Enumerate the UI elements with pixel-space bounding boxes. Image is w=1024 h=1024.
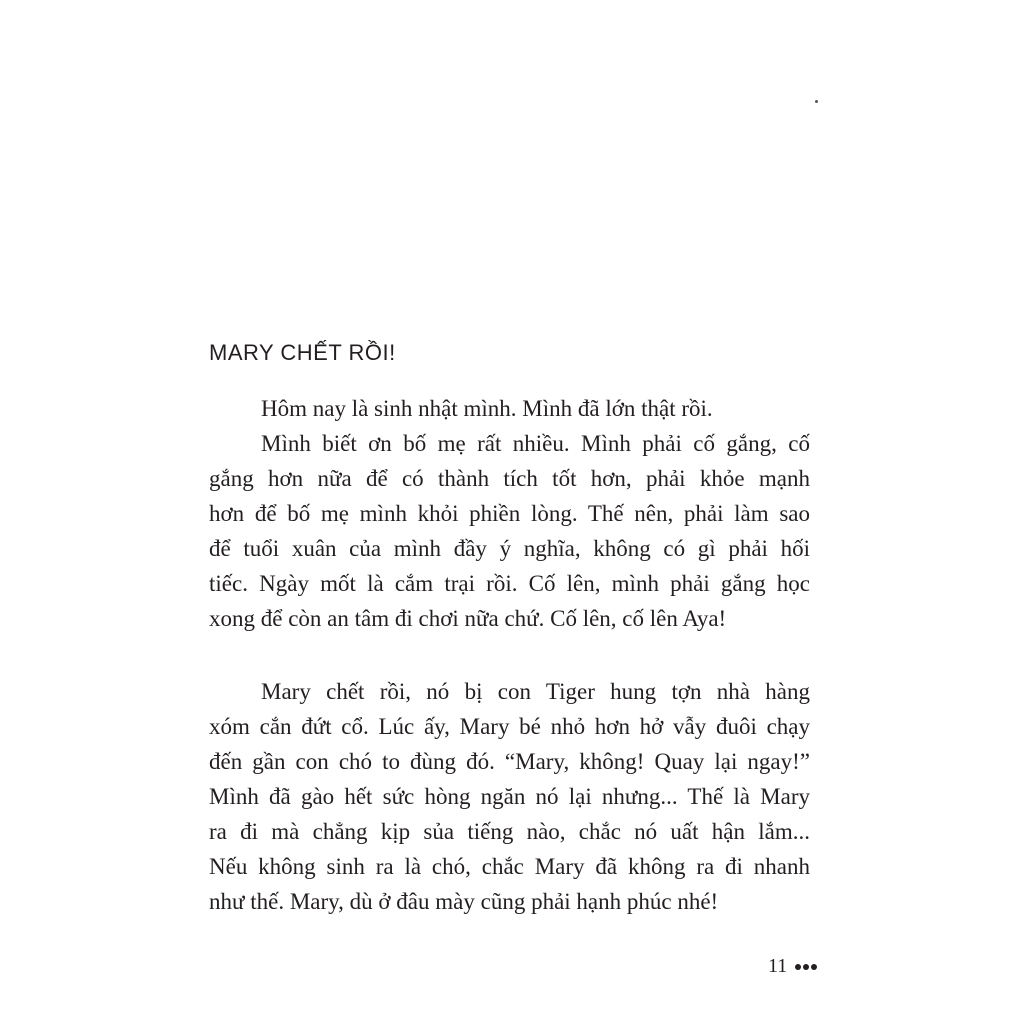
text-line: Nếu không sinh ra là chó, chắc Mary đã không ra đi nhanh bbox=[209, 854, 810, 879]
ellipsis-dots-icon bbox=[795, 964, 819, 970]
page-number: 11 bbox=[768, 955, 788, 977]
text-line: Mình biết ơn bố mẹ rất nhiều. Mình phải cố gắng, cố bbox=[261, 431, 810, 456]
page-footer bbox=[768, 955, 819, 978]
speck-mark bbox=[815, 100, 818, 103]
text-line: xóm cắn đứt cổ. Lúc ấy, Mary bé nhỏ hơn hở vẫy đuôi chạy bbox=[209, 714, 810, 739]
text-line: để tuổi xuân của mình đầy ý nghĩa, không có gì phải hối bbox=[209, 536, 810, 561]
text-line: xong để còn an tâm đi chơi nữa chứ. Cố lên, cố lên Aya! bbox=[209, 606, 727, 631]
text-line: ra đi mà chẳng kịp sủa tiếng nào, chắc nó uất hận lắm... bbox=[209, 819, 810, 844]
text-line: hơn để bố mẹ mình khỏi phiền lòng. Thế nên, phải làm sao bbox=[209, 501, 810, 526]
text-line: gắng hơn nữa để có thành tích tốt hơn, phải khỏe mạnh bbox=[209, 466, 810, 491]
text-line: tiếc. Ngày mốt là cắm trại rồi. Cố lên, mình phải gắng học bbox=[209, 571, 810, 596]
text-line: Hôm nay là sinh nhật mình. Mình đã lớn thật rồi. bbox=[261, 396, 713, 421]
text-line: đến gần con chó to đùng đó. “Mary, không! Quay lại ngay!” bbox=[209, 749, 810, 774]
chapter-title: MARY CHẾT RỒI! bbox=[209, 340, 396, 365]
text-line: Mình đã gào hết sức hòng ngăn nó lại nhưng... Thế là Mary bbox=[209, 784, 810, 809]
text-line: Mary chết rồi, nó bị con Tiger hung tợn nhà hàng bbox=[261, 679, 810, 704]
text-line: như thế. Mary, dù ở đâu mày cũng phải hạnh phúc nhé! bbox=[209, 889, 719, 914]
